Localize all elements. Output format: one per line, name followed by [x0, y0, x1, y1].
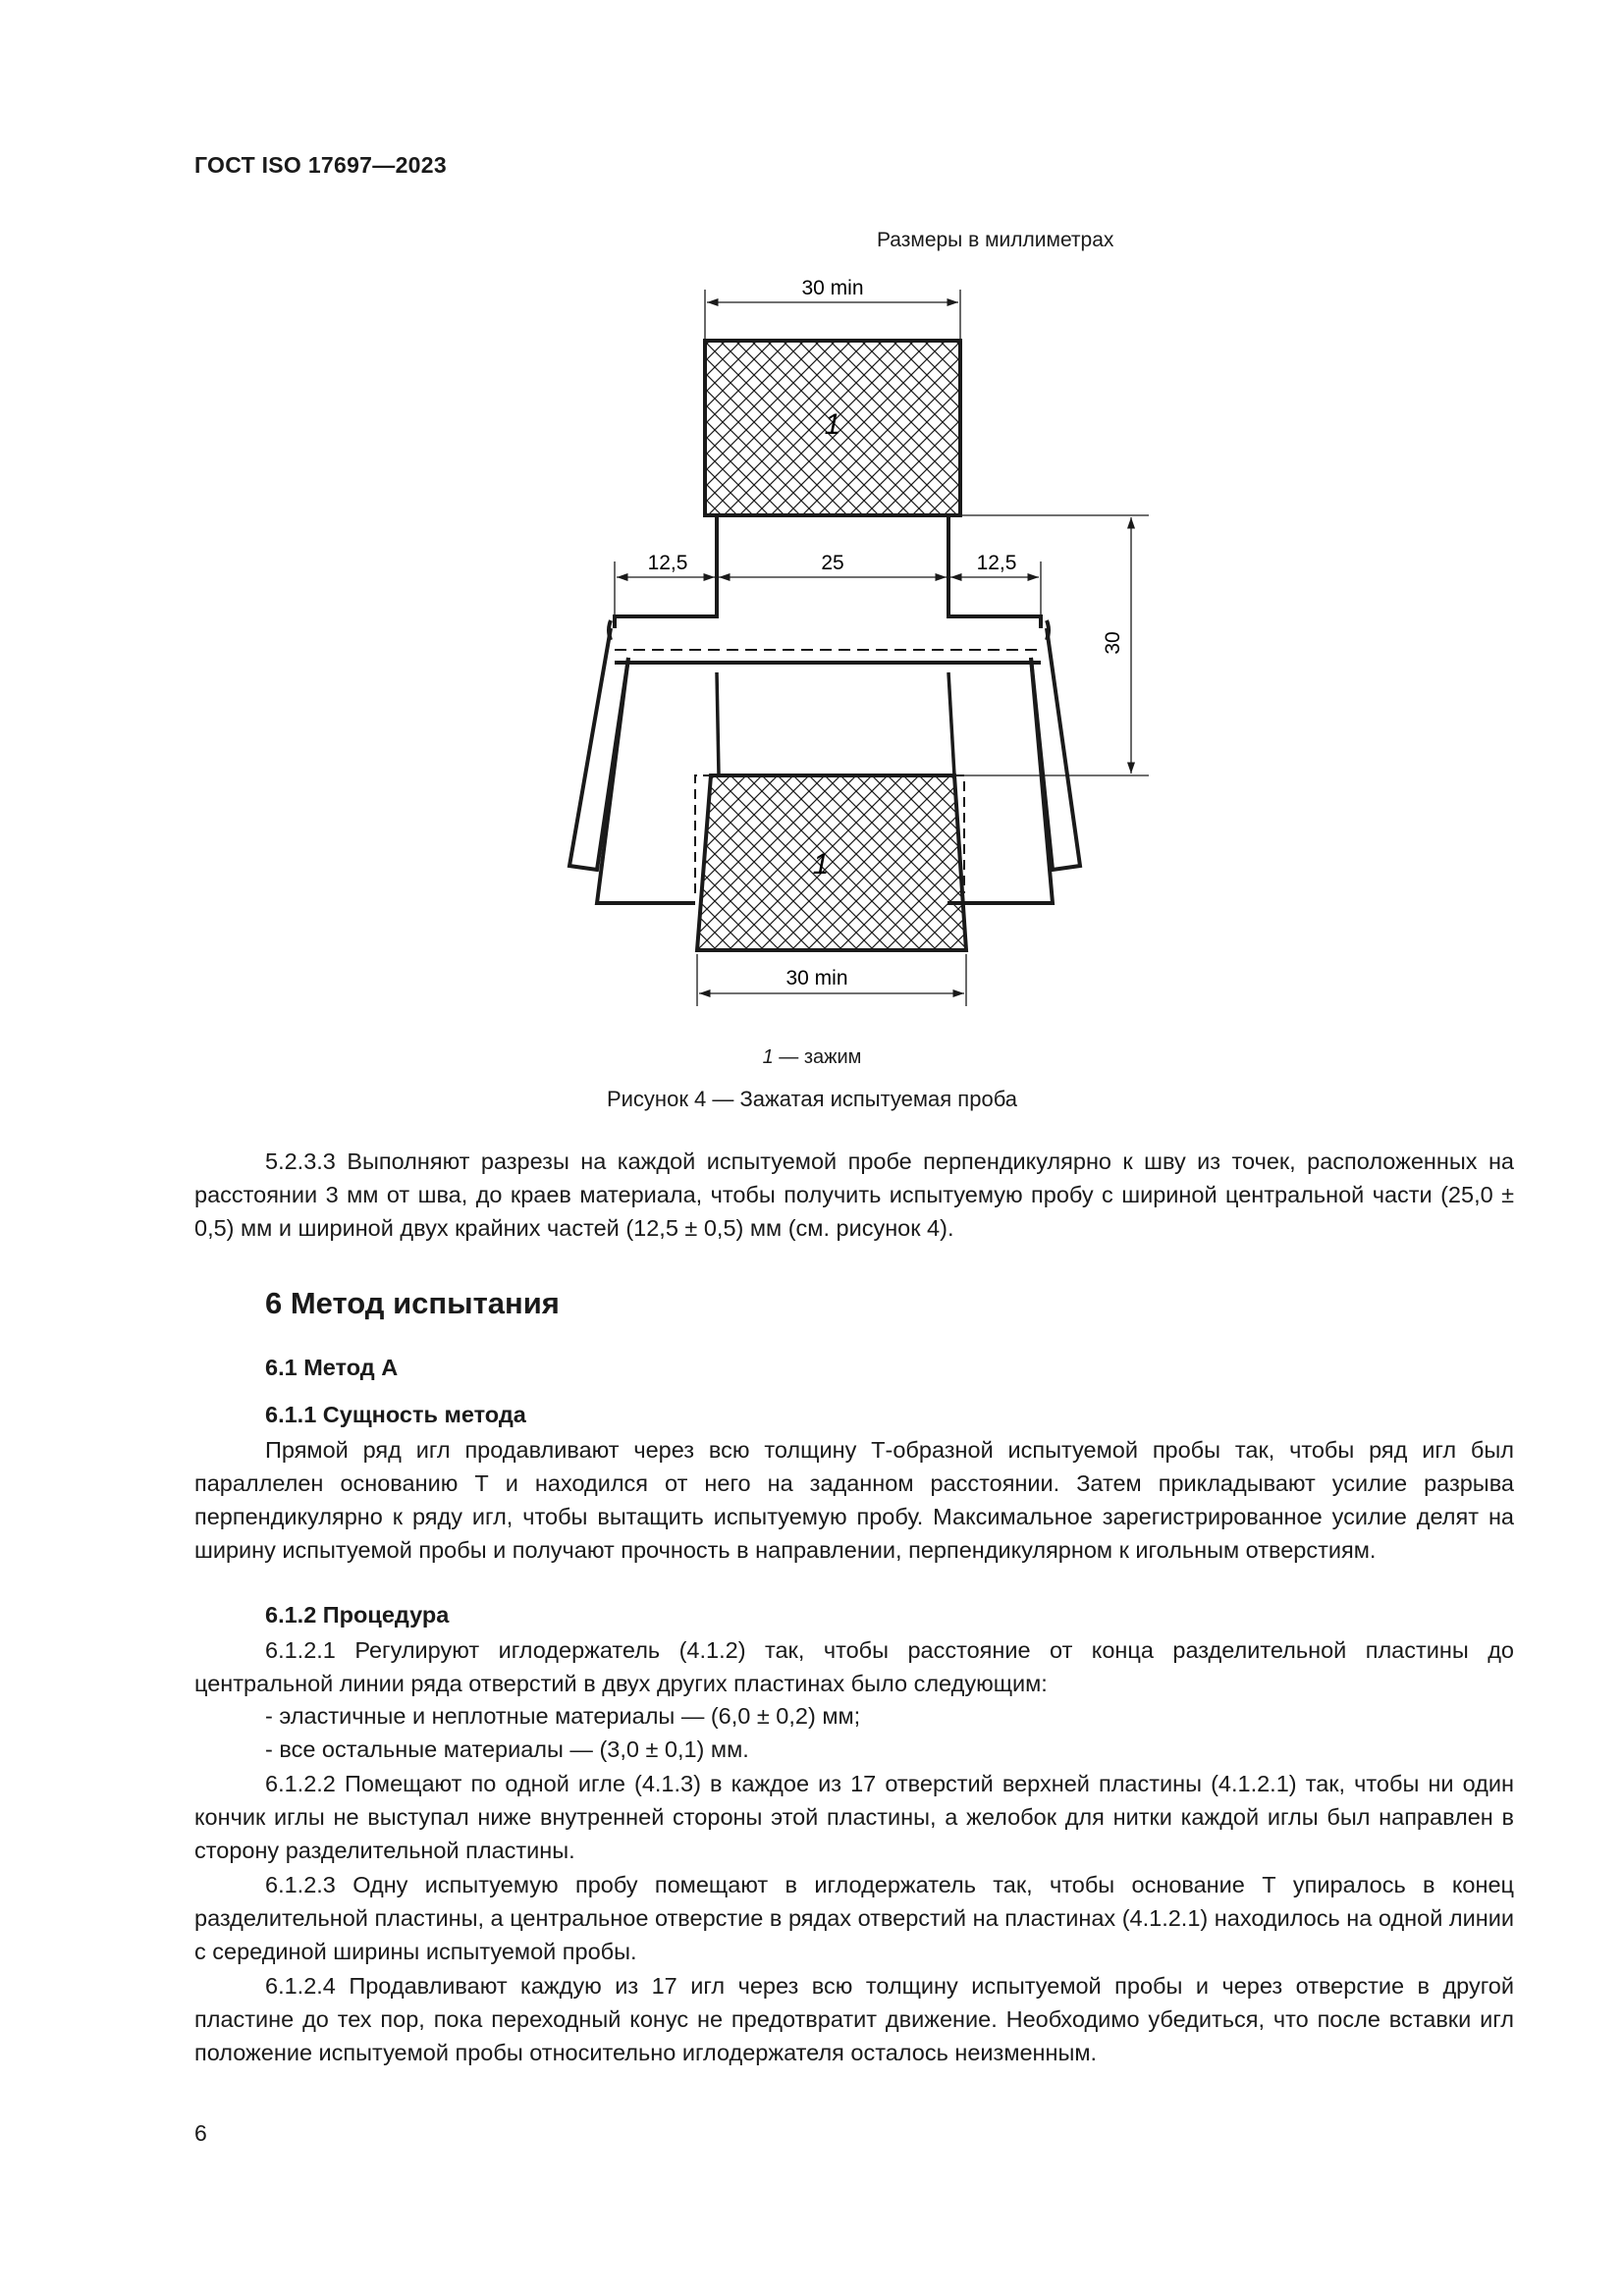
width-dimensions [615, 552, 1041, 614]
height-label: 30 [1102, 631, 1124, 655]
paragraph-5-2-3-3: 5.2.3.3 Выполняют разрезы на каждой испытуемой пробе перпендикулярно к шву из точек, расположенных на расстоянии 3 мм от шва, до краев материала, чтобы получить испытуемую пробу с шириной центральной части (25,0 ± 0,5) мм и шириной двух крайних частей (12,5 ± 0,5) мм (см. рисунок 4). [194, 1148, 1514, 1241]
section-heading-6: 6 Метод испытания [265, 1286, 560, 1320]
section-heading-6-1: 6.1 Метод А [265, 1355, 399, 1380]
top-clamp-number: 1 [824, 408, 841, 441]
dimensions-note: Размеры в миллиметрах [877, 229, 1114, 251]
right-width-label: 12,5 [976, 552, 1017, 574]
paragraph-6-1-2-1: 6.1.2.1 Регулируют иглодержатель (4.1.2) так, чтобы расстояние от конца разделительной пластины до центральной линии ряда отверстий в двух других пластинах было следующим: [194, 1637, 1514, 1696]
bottom-clamp [697, 775, 966, 950]
left-width-label: 12,5 [647, 552, 688, 574]
figure-legend [0, 1046, 1624, 1069]
bottom-width-dimension [697, 954, 966, 1006]
list-item: - все остальные материалы — (3,0 ± 0,1) мм. [265, 1736, 749, 1762]
top-width-dimension [705, 277, 960, 339]
section-heading-6-1-1: 6.1.1 Сущность метода [265, 1402, 526, 1427]
legend-text: — зажим [773, 1046, 862, 1068]
legend-number: 1 [762, 1046, 774, 1068]
list-item: - эластичные и неплотные материалы — (6,0 ± 0,2) мм; [265, 1703, 861, 1729]
document-header: ГОСТ ISO 17697—2023 [194, 152, 447, 178]
bottom-width-label: 30 min [785, 967, 848, 989]
section-heading-6-1-2: 6.1.2 Процедура [265, 1602, 450, 1628]
specimen-band [609, 620, 1049, 663]
paragraph-6-1-1: Прямой ряд игл продавливают через всю толщину Т-образной испытуемой пробы так, чтобы ряд игл был параллелен основанию Т и находился от него на заданном расстоянии. Затем прикладывают усилие разрыва перпендикулярно к ряду игл, чтобы вытащить испытуемую пробу. Максимальное зарегистрированное усилие делят на ширину испытуемой пробы и получают прочность в направлении, перпендикулярном к игольным отверстиям. [194, 1437, 1514, 1563]
page-number: 6 [194, 2120, 207, 2146]
paragraph-6-1-2-2: 6.1.2.2 Помещают по одной игле (4.1.3) в каждое из 17 отверстий верхней пластины (4.1.2.1) так, чтобы ни один кончик иглы не выступал ниже внутренней стороны этой пластины, а желобок для нитки каждой иглы был направлен в сторону разделительной пластины. [194, 1771, 1514, 1863]
specimen-center-flap [597, 658, 695, 903]
paragraph-6-1-2-4: 6.1.2.4 Продавливают каждую из 17 игл через всю толщину испытуемой пробы и через отверстие в другой пластине до тех пор, пока переходный конус не предотвратит движение. Необходимо убедиться, что после вставки игл положение испытуемой пробы относительно иглодержателя осталось неизменным. [194, 1973, 1514, 2065]
figure-caption: Рисунок 4 — Зажатая испытуемая проба [606, 1087, 1018, 1111]
left-cut-line [717, 672, 719, 775]
figure-4-diagram [550, 265, 1168, 1011]
right-cut-line [948, 672, 954, 775]
center-width-label: 25 [821, 552, 844, 574]
top-width-label: 30 min [801, 277, 864, 299]
paragraph-6-1-2-3: 6.1.2.3 Одну испытуемую пробу помещают в иглодержатель так, чтобы основание Т упиралось в конец разделительной пластины, а центральное отверстие в рядах отверстий на пластинах (4.1.2.1) находилось на одной линии с серединой ширины испытуемой пробы. [194, 1872, 1514, 1964]
bottom-clamp-number: 1 [812, 848, 830, 881]
